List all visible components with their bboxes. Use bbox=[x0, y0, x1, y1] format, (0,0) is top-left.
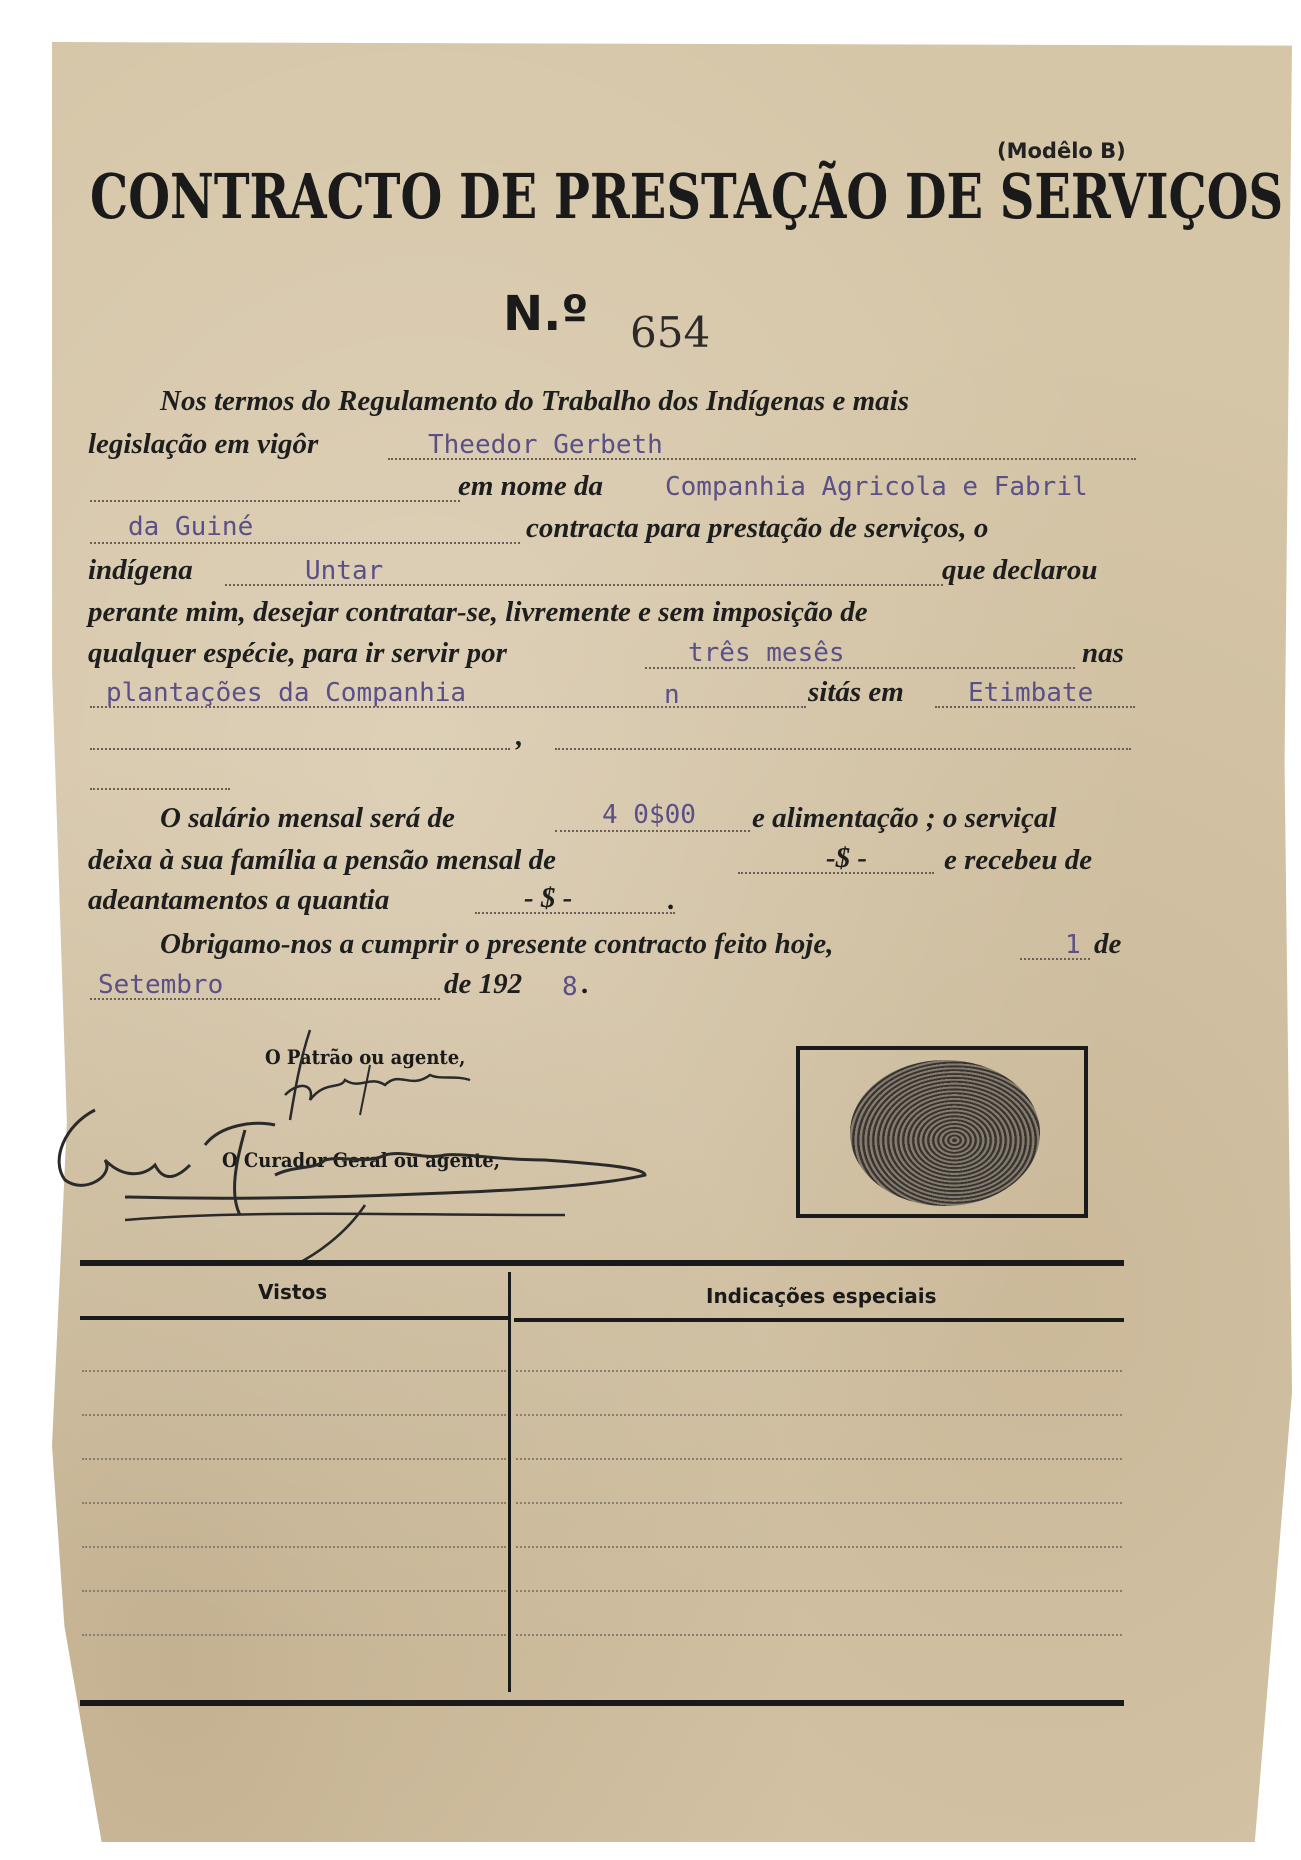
table-row-line bbox=[82, 1590, 506, 1592]
duration-value: três mesês bbox=[688, 638, 845, 668]
table-row-line bbox=[516, 1546, 1122, 1548]
dotted-line bbox=[555, 830, 750, 832]
adeantamentos-text: adeantamentos a quantia bbox=[88, 884, 390, 916]
page-title: CONTRACTO DE PRESTAÇÃO DE SERVIÇOS bbox=[90, 160, 1284, 233]
alimentacao-text: e alimentação ; o serviçal bbox=[752, 802, 1057, 834]
contracta-text: contracta para prestação de serviços, o bbox=[526, 512, 989, 544]
de-text: de bbox=[1094, 928, 1122, 960]
salario-label: O salário mensal será de bbox=[160, 802, 455, 834]
col-header-indicacoes: Indicações especiais bbox=[706, 1284, 937, 1308]
deixa-text: deixa à sua família a pensão mensal de bbox=[88, 844, 557, 876]
dotted-line bbox=[90, 998, 440, 1000]
number-label: N.º bbox=[503, 286, 589, 342]
month-value: Setembro bbox=[98, 970, 224, 1000]
table-row-line bbox=[516, 1414, 1122, 1416]
dotted-line bbox=[90, 788, 230, 790]
recebeu-text: e recebeu de bbox=[944, 844, 1093, 876]
curador-label: O Curador Geral ou agente, bbox=[222, 1148, 500, 1172]
table-row-line bbox=[82, 1502, 506, 1504]
table-row-line bbox=[82, 1414, 506, 1416]
nas-text: nas bbox=[1082, 637, 1124, 669]
table-row-line bbox=[516, 1370, 1122, 1372]
curador-signature bbox=[45, 1105, 665, 1270]
salary-value: 4 0$00 bbox=[602, 800, 696, 830]
patrao-label: O Patrão ou agente, bbox=[265, 1045, 466, 1069]
patron-name: Theedor Gerbeth bbox=[428, 430, 663, 460]
pension-value: -$ - bbox=[826, 842, 868, 874]
dotted-line bbox=[475, 912, 675, 914]
advance-end: . bbox=[668, 884, 676, 916]
column-divider bbox=[508, 1272, 511, 1692]
body-line-perante: perante mim, desejar contratar-se, livremente e sem imposição de bbox=[88, 596, 868, 628]
company-name-part1: Companhia Agricola e Fabril bbox=[665, 472, 1088, 502]
table-bottom-rule bbox=[80, 1700, 1124, 1706]
company-name-part2: da Guiné bbox=[128, 512, 254, 542]
advance-value: - $ - bbox=[524, 882, 573, 914]
dotted-line bbox=[555, 748, 1131, 750]
table-row-line bbox=[516, 1458, 1122, 1460]
table-row-line bbox=[82, 1546, 506, 1548]
thumbprint bbox=[850, 1060, 1040, 1206]
table-row-line bbox=[516, 1590, 1122, 1592]
body-line-qualquer: qualquer espécie, para ir servir por bbox=[88, 637, 507, 669]
obrigamo-text: Obrigamo-nos a cumprir o presente contracto feito hoje, bbox=[160, 928, 834, 960]
table-row-line bbox=[82, 1634, 506, 1636]
comma: , bbox=[516, 720, 524, 752]
worker-name: Untar bbox=[305, 556, 384, 586]
body-line-1: Nos termos do Regulamento do Trabalho dos Indígenas e mais bbox=[160, 385, 909, 417]
de-192-text: de 192 bbox=[444, 968, 523, 1000]
model-label: (Modêlo B) bbox=[997, 139, 1126, 163]
table-top-rule bbox=[80, 1260, 1124, 1266]
table-row-line bbox=[82, 1370, 506, 1372]
body-line-2-prefix: legislação em vigôr bbox=[88, 428, 319, 460]
place-n: n bbox=[664, 680, 680, 710]
sitas-em-label: sitás em bbox=[808, 676, 904, 708]
table-row-line bbox=[516, 1502, 1122, 1504]
dotted-line bbox=[90, 748, 510, 750]
year-digit: 8 bbox=[562, 972, 578, 1002]
dotted-line bbox=[90, 706, 806, 708]
dotted-line bbox=[90, 500, 460, 502]
table-row-line bbox=[516, 1634, 1122, 1636]
contract-number: 654 bbox=[630, 308, 711, 357]
place-value: plantações da Companhia bbox=[106, 678, 467, 708]
col-header-vistos: Vistos bbox=[258, 1280, 328, 1304]
location-value: Etimbate bbox=[968, 678, 1094, 708]
indigena-label: indígena bbox=[88, 554, 193, 586]
col2-header-rule bbox=[514, 1318, 1124, 1322]
em-nome-da-label: em nome da bbox=[458, 470, 603, 502]
table-row-line bbox=[82, 1458, 506, 1460]
dotted-line bbox=[90, 542, 520, 544]
thumbprint-box bbox=[796, 1046, 1088, 1218]
period: . bbox=[582, 968, 590, 1000]
col1-header-rule bbox=[80, 1316, 508, 1320]
que-declarou-text: que declarou bbox=[942, 554, 1098, 586]
day-value: 1 bbox=[1065, 930, 1081, 960]
